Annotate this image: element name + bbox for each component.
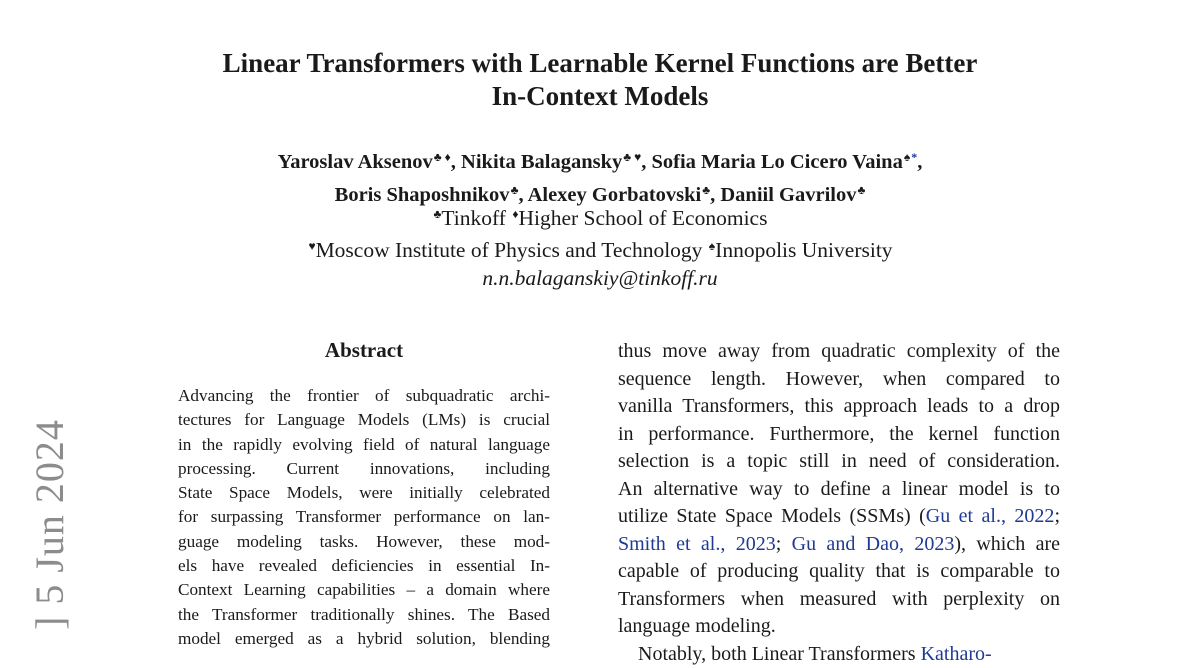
body-line: capable of producing quality that is comparable to: [618, 558, 1060, 586]
affiliation-mark: ♣: [434, 207, 442, 221]
arxiv-stamp: ] 5 Jun 2024: [30, 410, 70, 630]
affiliation-mark: ♣: [702, 183, 710, 197]
abstract-text: [178, 384, 550, 651]
abstract-line: tectures for Language Models (LMs) is crucial: [178, 408, 550, 432]
citation-link[interactable]: Gu et al., 2022: [926, 505, 1055, 527]
abstract-line: State Space Models, were initially celebrated: [178, 481, 550, 505]
abstract-line: guage modeling tasks. However, these mod-: [178, 530, 550, 554]
body-line: Transformers when measured with perplexity on: [618, 586, 1060, 614]
affiliation-hse: Higher School of Economics: [518, 206, 767, 230]
author-name: Nikita Balagansky: [461, 151, 622, 173]
body-line: in performance. Furthermore, the kernel function: [618, 421, 1060, 449]
author-separator: ,: [451, 151, 461, 173]
affiliations-line-2: [150, 232, 1050, 264]
title-line-2: In-Context Models: [150, 80, 1050, 113]
affiliation-mark: ♠: [709, 239, 715, 253]
paper-title: [150, 47, 1050, 113]
affiliation-tinkoff: Tinkoff: [441, 206, 511, 230]
body-line: thus move away from quadratic complexity of the: [618, 338, 1060, 366]
body-line: vanilla Transformers, this approach leads to a drop: [618, 393, 1060, 421]
author-separator: ,: [641, 151, 651, 173]
body-text: ;: [1054, 505, 1060, 527]
abstract-line: model emerged as a hybrid solution, blending: [178, 627, 550, 651]
title-line-1: Linear Transformers with Learnable Kernel Functions are Better: [150, 47, 1050, 80]
citation-link[interactable]: Gu and Dao, 2023: [792, 533, 955, 555]
footnote-star-link[interactable]: *: [911, 150, 917, 164]
author-name: Daniil Gavrilov: [720, 184, 856, 206]
author-name: Yaroslav Aksenov: [278, 151, 433, 173]
abstract-line: the Transformer traditionally shines. The Based: [178, 603, 550, 627]
contact-email[interactable]: n.n.balaganskiy@tinkoff.ru: [150, 264, 1050, 292]
body-line: [618, 641, 1060, 668]
body-text: Notably, both Linear Transformers: [638, 643, 921, 665]
body-text: ;: [776, 533, 792, 555]
citation-link[interactable]: Smith et al., 2023: [618, 533, 776, 555]
affiliation-mark: ♣: [857, 183, 865, 197]
author-separator: ,: [710, 184, 720, 206]
abstract-line: els have revealed deficiencies in essential In-: [178, 554, 550, 578]
body-line: selection is a topic still in need of consideration.: [618, 448, 1060, 476]
author-separator: ,: [518, 184, 527, 206]
affiliation-innopolis: Innopolis University: [715, 238, 892, 262]
abstract-line: processing. Current innovations, including: [178, 457, 550, 481]
affiliation-mark: ♠: [904, 150, 910, 164]
affiliation-mark: ♣: [511, 183, 519, 197]
citation-link[interactable]: Katharo-: [921, 643, 992, 665]
affiliations-line-1: [150, 200, 1050, 232]
abstract-line: Context Learning capabilities – a domain where: [178, 578, 550, 602]
body-line: An alternative way to define a linear model is to: [618, 476, 1060, 504]
author-name: Sofia Maria Lo Cicero Vaina: [652, 151, 903, 173]
author-separator: ,: [917, 151, 922, 173]
body-text: utilize State Space Models (SSMs) (: [618, 505, 926, 527]
affiliation-mark: ♥: [308, 239, 315, 253]
body-text: ), which are: [954, 533, 1060, 555]
abstract-line: in the rapidly evolving field of natural language: [178, 433, 550, 457]
body-line: [618, 503, 1060, 531]
author-name: Alexey Gorbatovski: [528, 184, 702, 206]
body-line: sequence length. However, when compared to: [618, 366, 1060, 394]
body-text-column: [618, 338, 1060, 668]
abstract-line: for surpassing Transformer performance on lan-: [178, 505, 550, 529]
authors-line-1: [150, 143, 1050, 176]
body-line: language modeling.: [618, 613, 1060, 641]
author-name: Boris Shaposhnikov: [335, 184, 510, 206]
affiliation-mark: ♦: [512, 207, 518, 221]
affiliations: [150, 200, 1050, 292]
abstract-heading: Abstract: [178, 337, 550, 363]
affiliation-mark: ♣ ♦: [434, 150, 451, 164]
abstract-line: Advancing the frontier of subquadratic archi-: [178, 384, 550, 408]
affiliation-mipt: Moscow Institute of Physics and Technology: [316, 238, 708, 262]
affiliation-mark: ♣ ♥: [623, 150, 641, 164]
body-line: [618, 531, 1060, 559]
